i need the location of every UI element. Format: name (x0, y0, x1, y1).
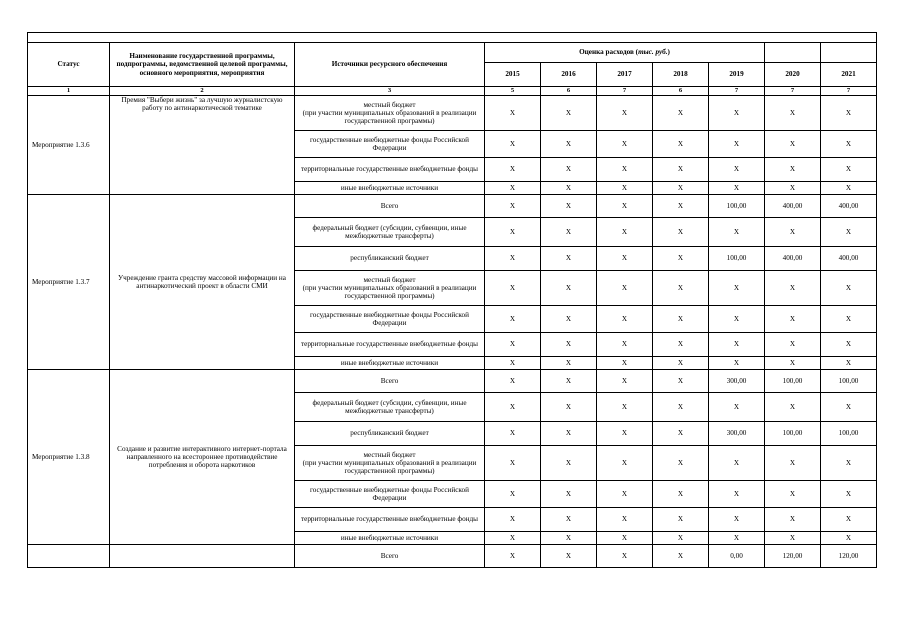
funding-source-cell: Всего (295, 545, 485, 568)
measure-name-cell: Создание и развитие интерактивного интернет-портала направленного на всестороннее противодействие потребления и оборота наркотиков (110, 370, 295, 545)
value-cell-2019: X (709, 131, 765, 158)
value-cell-2015: X (485, 306, 541, 333)
value-cell-2017: X (597, 182, 653, 195)
estimate-suffix: ) (667, 48, 670, 57)
year-header-2020: 2020 (765, 63, 821, 87)
status-cell: Мероприятие 1.3.8 (28, 370, 110, 545)
value-cell-2019: 0,00 (709, 545, 765, 568)
status-header: Статус (28, 43, 110, 87)
value-cell-2018: X (653, 446, 709, 481)
value-cell-2019: X (709, 96, 765, 131)
column-number-row (28, 87, 877, 96)
funding-source-cell: государственные внебюджетные фонды Российской Федерации (295, 306, 485, 333)
value-cell-2016: X (541, 545, 597, 568)
value-cell-2017: X (597, 271, 653, 306)
value-cell-2020: X (765, 131, 821, 158)
value-cell-2015: X (485, 333, 541, 357)
value-cell-2017: X (597, 158, 653, 182)
value-cell-2016: X (541, 195, 597, 218)
funding-source-cell: Всего (295, 195, 485, 218)
value-cell-2018: X (653, 532, 709, 545)
value-cell-2020: X (765, 271, 821, 306)
value-cell-2020: 100,00 (765, 422, 821, 446)
value-cell-2016: X (541, 96, 597, 131)
value-cell-2018: X (653, 370, 709, 393)
value-cell-2015: X (485, 481, 541, 508)
value-cell-2021: X (821, 333, 877, 357)
value-cell-2018: X (653, 422, 709, 446)
value-cell-2017: X (597, 96, 653, 131)
column-number: 1 (28, 87, 110, 96)
budget-table (27, 32, 877, 568)
funding-source-cell: государственные внебюджетные фонды Российской Федерации (295, 131, 485, 158)
value-cell-2017: X (597, 247, 653, 271)
value-cell-2019: X (709, 306, 765, 333)
value-cell-2019: X (709, 446, 765, 481)
value-cell-2017: X (597, 131, 653, 158)
value-cell-2019: X (709, 357, 765, 370)
value-cell-2018: X (653, 481, 709, 508)
table-top-bar (28, 33, 877, 43)
value-cell-2016: X (541, 481, 597, 508)
value-cell-2016: X (541, 131, 597, 158)
value-cell-2015: X (485, 357, 541, 370)
estimate-header (485, 43, 765, 63)
value-cell-2020: X (765, 481, 821, 508)
value-cell-2021: X (821, 271, 877, 306)
column-number: 5 (485, 87, 541, 96)
value-cell-2015: X (485, 218, 541, 247)
value-cell-2021: X (821, 446, 877, 481)
table-row (28, 370, 877, 393)
value-cell-2019: X (709, 271, 765, 306)
value-cell-2016: X (541, 393, 597, 422)
value-cell-2019: 100,00 (709, 247, 765, 271)
value-cell-2018: X (653, 96, 709, 131)
value-cell-2016: X (541, 446, 597, 481)
value-cell-2018: X (653, 158, 709, 182)
estimate-prefix: Оценка расходов ( (579, 48, 639, 57)
value-cell-2015: X (485, 195, 541, 218)
value-cell-2017: X (597, 306, 653, 333)
value-cell-2021: X (821, 481, 877, 508)
funding-source-cell: федеральный бюджет (субсидии, субвенции, иные межбюджетные трансферты) (295, 393, 485, 422)
value-cell-2017: X (597, 545, 653, 568)
value-cell-2018: X (653, 545, 709, 568)
value-cell-2020: X (765, 446, 821, 481)
measure-name-cell: Учреждение гранта средству массовой информации на антинаркотический проект в области СМИ (110, 195, 295, 370)
value-cell-2021: X (821, 357, 877, 370)
value-cell-2018: X (653, 218, 709, 247)
funding-source-cell: местный бюджет (при участии муниципальных образований в реализации государственной программы) (295, 96, 485, 131)
table-row (28, 545, 877, 568)
value-cell-2019: X (709, 508, 765, 532)
value-cell-2016: X (541, 532, 597, 545)
value-cell-2016: X (541, 508, 597, 532)
sources-header: Источники ресурсного обеспечения (295, 43, 485, 87)
value-cell-2015: X (485, 508, 541, 532)
funding-source-cell: государственные внебюджетные фонды Российской Федерации (295, 481, 485, 508)
column-number: 2 (110, 87, 295, 96)
value-cell-2021: X (821, 508, 877, 532)
value-cell-2017: X (597, 532, 653, 545)
value-cell-2015: X (485, 446, 541, 481)
value-cell-2020: X (765, 306, 821, 333)
funding-source-cell: республиканский бюджет (295, 247, 485, 271)
funding-source-cell: федеральный бюджет (субсидии, субвенции, иные межбюджетные трансферты) (295, 218, 485, 247)
funding-source-cell: иные внебюджетные источники (295, 357, 485, 370)
value-cell-2017: X (597, 508, 653, 532)
value-cell-2017: X (597, 370, 653, 393)
value-cell-2019: 300,00 (709, 370, 765, 393)
value-cell-2016: X (541, 422, 597, 446)
value-cell-2017: X (597, 481, 653, 508)
funding-source-cell: территориальные государственные внебюджетные фонды (295, 508, 485, 532)
value-cell-2020: 400,00 (765, 195, 821, 218)
year-header-2021: 2021 (821, 63, 877, 87)
value-cell-2015: X (485, 393, 541, 422)
value-cell-2016: X (541, 306, 597, 333)
value-cell-2015: X (485, 532, 541, 545)
table-row (28, 96, 877, 131)
funding-source-cell: местный бюджет (при участии муниципальных образований в реализации государственной программы) (295, 446, 485, 481)
value-cell-2015: X (485, 271, 541, 306)
funding-source-cell: территориальные государственные внебюджетные фонды (295, 333, 485, 357)
value-cell-2016: X (541, 370, 597, 393)
value-cell-2020: 100,00 (765, 370, 821, 393)
value-cell-2018: X (653, 306, 709, 333)
estimate-units: тыс. руб. (638, 48, 668, 57)
value-cell-2015: X (485, 96, 541, 131)
funding-source-cell: иные внебюджетные источники (295, 182, 485, 195)
column-number: 6 (541, 87, 597, 96)
value-cell-2021: 120,00 (821, 545, 877, 568)
value-cell-2016: X (541, 357, 597, 370)
funding-source-cell: местный бюджет (при участии муниципальных образований в реализации государственной программы) (295, 271, 485, 306)
value-cell-2018: X (653, 247, 709, 271)
value-cell-2016: X (541, 271, 597, 306)
value-cell-2021: X (821, 131, 877, 158)
value-cell-2021: X (821, 306, 877, 333)
status-cell: Мероприятие 1.3.7 (28, 195, 110, 370)
value-cell-2020: X (765, 158, 821, 182)
value-cell-2020: X (765, 218, 821, 247)
value-cell-2015: X (485, 158, 541, 182)
value-cell-2018: X (653, 131, 709, 158)
value-cell-2019: 100,00 (709, 195, 765, 218)
column-number: 7 (709, 87, 765, 96)
column-number: 7 (765, 87, 821, 96)
value-cell-2016: X (541, 158, 597, 182)
value-cell-2021: 400,00 (821, 195, 877, 218)
value-cell-2015: X (485, 545, 541, 568)
value-cell-2017: X (597, 357, 653, 370)
year-header-2015: 2015 (485, 63, 541, 87)
column-number: 7 (821, 87, 877, 96)
funding-source-cell: иные внебюджетные источники (295, 532, 485, 545)
column-number: 7 (597, 87, 653, 96)
value-cell-2021: X (821, 182, 877, 195)
value-cell-2019: X (709, 182, 765, 195)
value-cell-2017: X (597, 422, 653, 446)
value-cell-2018: X (653, 357, 709, 370)
value-cell-2020: X (765, 96, 821, 131)
value-cell-2020: X (765, 357, 821, 370)
year-header-2017: 2017 (597, 63, 653, 87)
value-cell-2017: X (597, 218, 653, 247)
name-header: Наименование государственной программы, подпрограммы, ведомственной целевой программы, основного мероприятия, мероприятия (110, 43, 295, 87)
value-cell-2020: X (765, 182, 821, 195)
value-cell-2021: 100,00 (821, 422, 877, 446)
table-row (28, 195, 877, 218)
estimate-header-extra-1 (765, 43, 821, 63)
value-cell-2018: X (653, 333, 709, 357)
estimate-header-extra-2 (821, 43, 877, 63)
value-cell-2019: 300,00 (709, 422, 765, 446)
value-cell-2021: X (821, 158, 877, 182)
value-cell-2019: X (709, 532, 765, 545)
value-cell-2018: X (653, 195, 709, 218)
top-empty-cell (28, 33, 877, 43)
status-cell: Мероприятие 1.3.6 (28, 96, 110, 195)
header-row (28, 43, 877, 63)
value-cell-2019: X (709, 481, 765, 508)
value-cell-2015: X (485, 182, 541, 195)
funding-source-cell: Всего (295, 370, 485, 393)
value-cell-2016: X (541, 218, 597, 247)
value-cell-2019: X (709, 218, 765, 247)
value-cell-2020: X (765, 532, 821, 545)
year-header-2016: 2016 (541, 63, 597, 87)
value-cell-2019: X (709, 158, 765, 182)
value-cell-2017: X (597, 393, 653, 422)
value-cell-2021: X (821, 532, 877, 545)
value-cell-2020: 120,00 (765, 545, 821, 568)
value-cell-2019: X (709, 393, 765, 422)
status-cell (28, 545, 110, 568)
value-cell-2016: X (541, 247, 597, 271)
value-cell-2021: X (821, 218, 877, 247)
value-cell-2021: 400,00 (821, 247, 877, 271)
measure-name-cell (110, 545, 295, 568)
value-cell-2017: X (597, 333, 653, 357)
value-cell-2018: X (653, 508, 709, 532)
column-number: 6 (653, 87, 709, 96)
funding-source-cell: республиканский бюджет (295, 422, 485, 446)
value-cell-2016: X (541, 182, 597, 195)
value-cell-2020: X (765, 508, 821, 532)
value-cell-2020: X (765, 333, 821, 357)
value-cell-2021: X (821, 393, 877, 422)
column-number: 3 (295, 87, 485, 96)
value-cell-2015: X (485, 131, 541, 158)
value-cell-2018: X (653, 271, 709, 306)
value-cell-2018: X (653, 393, 709, 422)
value-cell-2020: X (765, 393, 821, 422)
value-cell-2019: X (709, 333, 765, 357)
year-header-2018: 2018 (653, 63, 709, 87)
value-cell-2020: 400,00 (765, 247, 821, 271)
value-cell-2018: X (653, 182, 709, 195)
value-cell-2015: X (485, 370, 541, 393)
value-cell-2021: X (821, 96, 877, 131)
value-cell-2017: X (597, 195, 653, 218)
year-header-2019: 2019 (709, 63, 765, 87)
value-cell-2015: X (485, 247, 541, 271)
value-cell-2021: 100,00 (821, 370, 877, 393)
value-cell-2015: X (485, 422, 541, 446)
value-cell-2017: X (597, 446, 653, 481)
funding-source-cell: территориальные государственные внебюджетные фонды (295, 158, 485, 182)
value-cell-2016: X (541, 333, 597, 357)
measure-name-cell: Премия "Выбери жизнь" за лучшую журналистскую работу по антинаркотической тематике (110, 96, 295, 195)
